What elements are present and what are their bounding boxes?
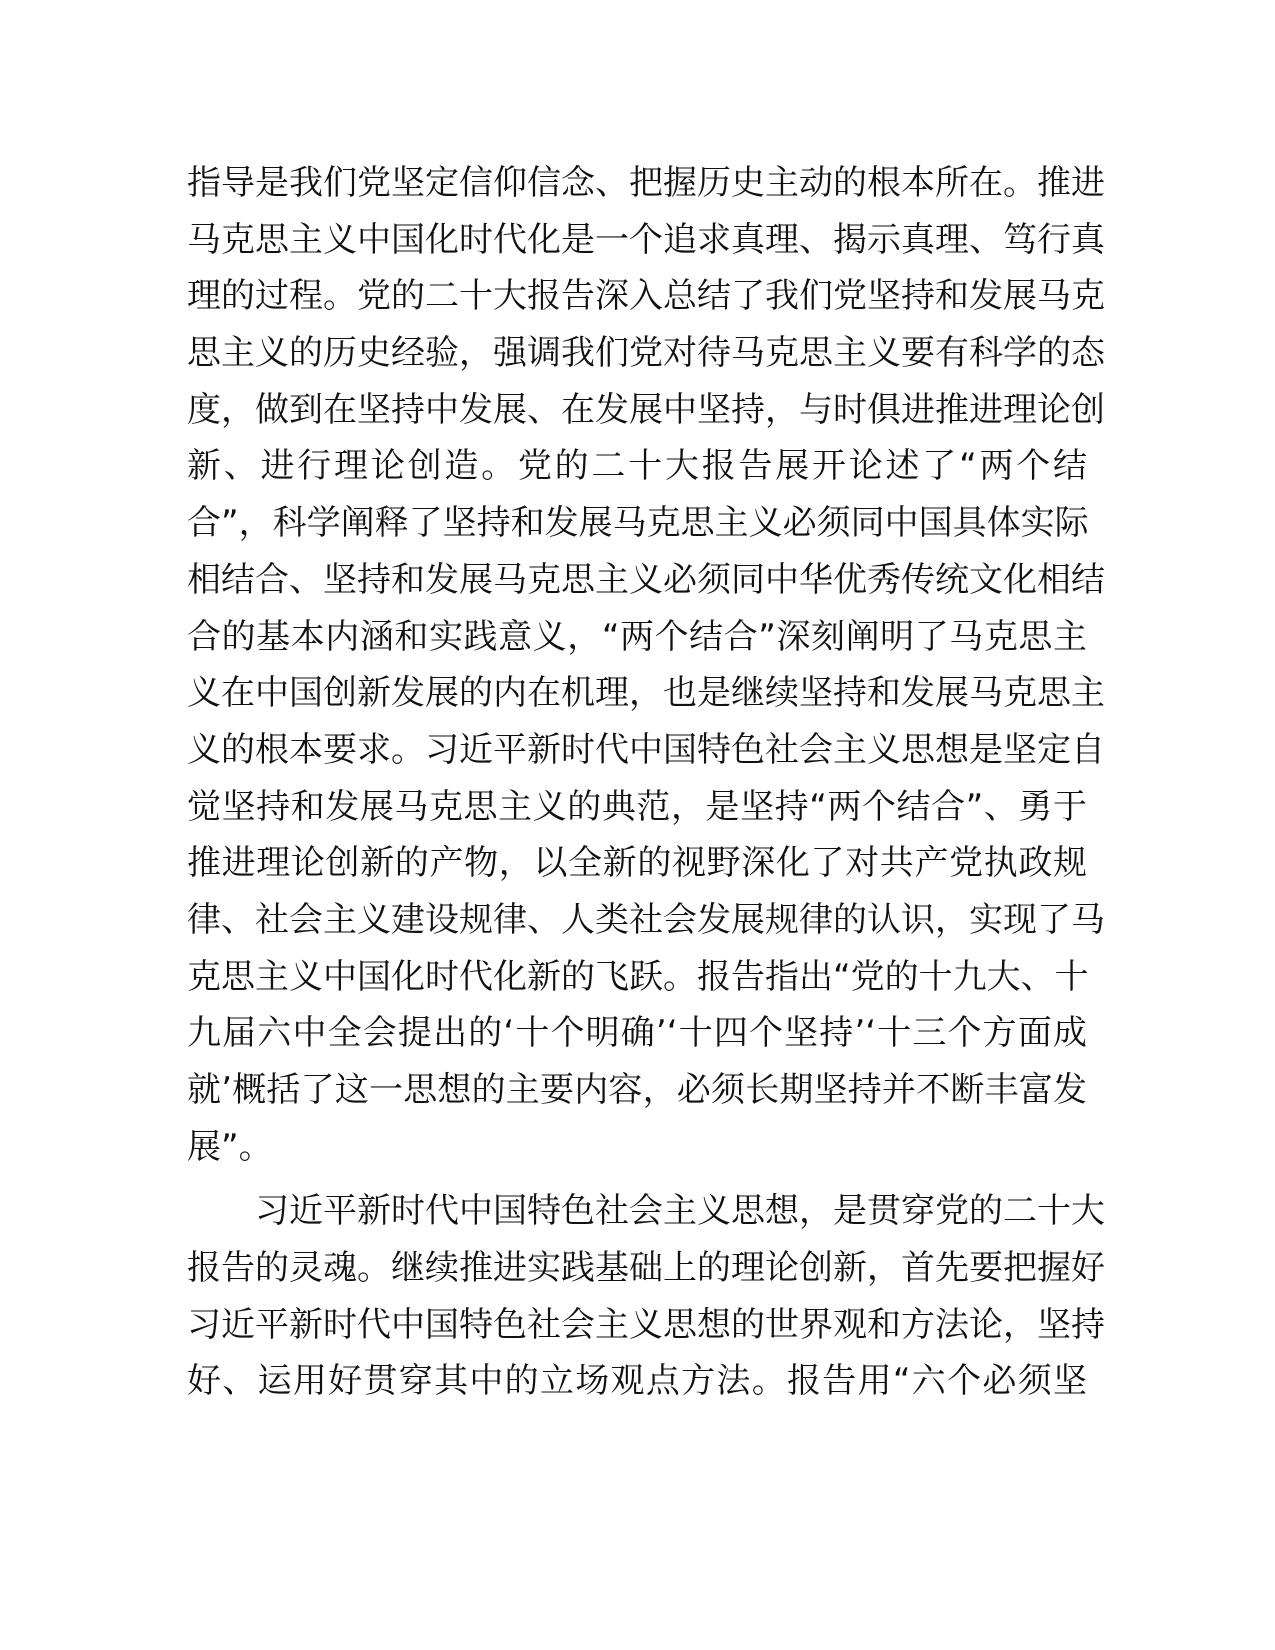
text-line: 报告的灵魂。继续推进实践基础上的理论创新，首先要把握好	[187, 1248, 1105, 1289]
text-line: 义在中国创新发展的内在机理，也是继续坚持和发展马克思主	[187, 673, 1105, 714]
text-line: 克思主义中国化时代化新的飞跃。报告指出“党的十九大、十	[187, 956, 1089, 997]
text-line: 习近平新时代中国特色社会主义思想的世界观和方法论，坚持	[187, 1304, 1105, 1345]
text-line: 合的基本内涵和实践意义，“两个结合”深刻阐明了马克思主	[187, 616, 1087, 657]
text-line: 九届六中全会提出的‘十个明确’‘十四个坚持’‘十三个方面成	[187, 1013, 1087, 1054]
text-line: 觉坚持和发展马克思主义的典范，是坚持“两个结合”、勇于	[187, 786, 1087, 827]
text-line: 展”。	[187, 1126, 273, 1167]
text-line: 度，做到在坚持中发展、在发展中坚持，与时俱进推进理论创	[187, 389, 1105, 430]
text-line: 义的根本要求。习近平新时代中国特色社会主义思想是坚定自	[187, 729, 1105, 770]
text-line: 习近平新时代中国特色社会主义思想，是贯穿党的二十大	[187, 1191, 1105, 1232]
paragraph-1	[187, 155, 1105, 1175]
paragraph-2	[187, 1183, 1105, 1410]
text-line: 相结合、坚持和发展马克思主义必须同中华优秀传统文化相结	[187, 559, 1105, 600]
text-line: 推进理论创新的产物，以全新的视野深化了对共产党执政规	[187, 843, 1087, 884]
text-line: 指导是我们党坚定信仰信念、把握历史主动的根本所在。推进	[187, 163, 1105, 203]
paragraph-spacer	[187, 1175, 1087, 1183]
text-line: 思主义的历史经验，强调我们党对待马克思主义要有科学的态	[187, 333, 1105, 374]
text-line: 律、社会主义建设规律、人类社会发展规律的认识，实现了马	[187, 899, 1105, 940]
text-line: 马克思主义中国化时代化是一个追求真理、揭示真理、笃行真	[187, 219, 1105, 260]
document-body	[187, 155, 1105, 1410]
text-line: 理的过程。党的二十大报告深入总结了我们党坚持和发展马克	[187, 276, 1105, 317]
text-line: 就’概括了这一思想的主要内容，必须长期坚持并不断丰富发	[187, 1070, 1087, 1110]
text-line: 好、运用好贯穿其中的立场观点方法。报告用“六个必须坚	[187, 1361, 1087, 1402]
text-line: 合”，科学阐释了坚持和发展马克思主义必须同中国具体实际	[187, 503, 1089, 544]
text-line: 新、进行理论创造。党的二十大报告展开论述了“两个结	[187, 446, 1087, 487]
